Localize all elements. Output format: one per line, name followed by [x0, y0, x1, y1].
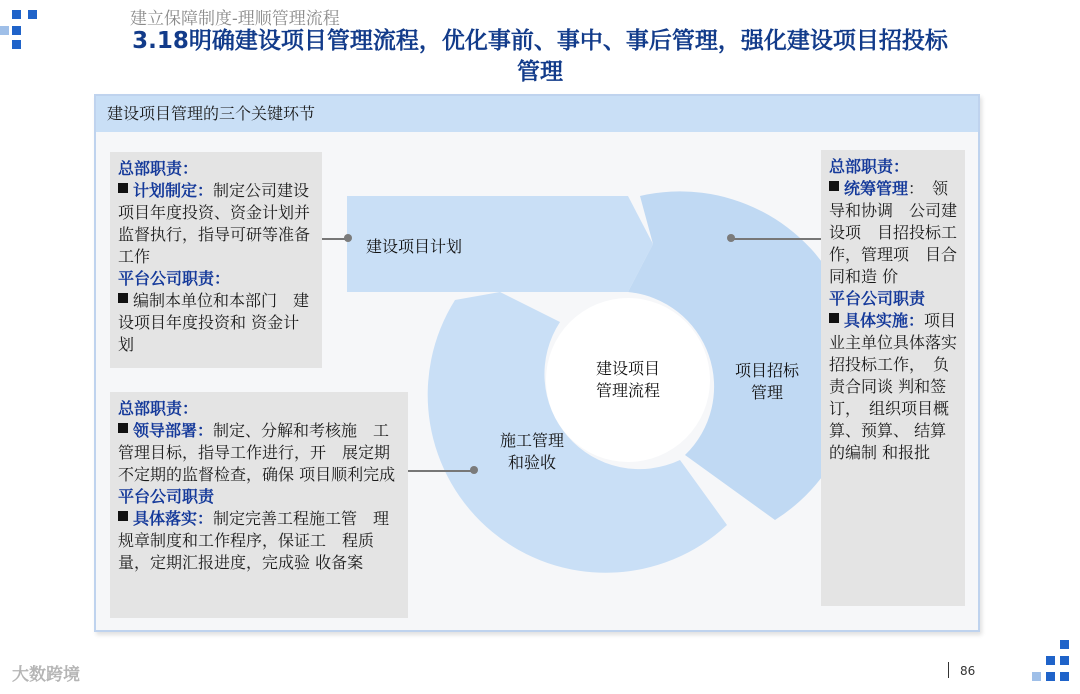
panel-plan-platform-title: 平台公司职责：: [118, 269, 231, 288]
panel-plan-hq-keyword: 计划制定：: [133, 181, 214, 200]
panel-bidding-platform-keyword: 具体实施：: [844, 311, 925, 330]
footer-logo: 大数跨境: [12, 665, 80, 685]
stage-label-plan: 建设项目计划: [366, 237, 463, 256]
panel-construction-hq-item: [118, 420, 400, 486]
page-number-divider: [948, 662, 949, 678]
panel-construction-platform-item: [118, 508, 400, 574]
connector-line-bidding: [733, 238, 821, 240]
page-number: 86: [960, 664, 976, 678]
panel-bidding: [821, 150, 965, 606]
panel-plan-platform-item: [118, 290, 314, 356]
panel-plan: [110, 152, 322, 368]
panel-construction-hq-text: 制定、分解和考核施 工管理目标，指导工作进行，开 展定期不定期的监督检查，确保 项目顺利完成: [118, 421, 396, 484]
bullet-square-icon: [118, 511, 128, 521]
panel-plan-hq-item: [118, 180, 314, 268]
bullet-square-icon: [829, 313, 839, 323]
panel-bidding-hq-title: 总部职责：: [829, 157, 910, 176]
panel-construction-hq-title: 总部职责：: [118, 399, 199, 418]
panel-construction-platform-text: 制定完善工程施工管 理规章制度和工作程序，保证工 程质量，定期汇报进度，完成验 收备案: [118, 509, 390, 572]
stage-label-construction: 施工管理和验收: [500, 431, 565, 472]
bullet-square-icon: [118, 293, 128, 303]
panel-plan-platform-text: 编制本单位和本部门 建设项目年度投资和 资金计划: [118, 291, 310, 354]
panel-plan-hq-text: 制定公司建设项目年度投资、资金计划并监督执行，指导可研等准备工作: [118, 181, 311, 266]
bullet-square-icon: [118, 183, 128, 193]
panel-bidding-hq-text: ： 领导和协调 公司建设项 目招投标工作，管理项 目合同和造 价: [829, 179, 958, 286]
panel-construction-platform-keyword: 具体落实：: [133, 509, 214, 528]
panel-construction-hq-keyword: 领导部署：: [133, 421, 214, 440]
panel-bidding-platform-title: 平台公司职责: [829, 289, 926, 308]
page-title-line2: 管理: [517, 59, 563, 85]
page-title-line1: 3.18明确建设项目管理流程，优化事前、事中、事后管理，强化建设项目招投标: [132, 28, 948, 54]
connector-line-construction: [408, 470, 474, 472]
panel-construction-platform-title: 平台公司职责: [118, 487, 215, 506]
section-label: 建立保障制度-理顺管理流程: [130, 9, 340, 29]
bullet-square-icon: [829, 181, 839, 191]
connector-dot-construction: [470, 466, 478, 474]
stage-label-bidding: 项目招标管理: [734, 361, 799, 402]
bullet-square-icon: [118, 423, 128, 433]
panel-construction: [110, 392, 408, 618]
cycle-center-label: 建设项目 管理流程: [595, 359, 660, 400]
panel-bidding-hq-keyword: 统筹管理: [844, 179, 909, 198]
connector-dot-plan: [344, 234, 352, 242]
connector-dot-bidding: [727, 234, 735, 242]
panel-plan-hq-title: 总部职责：: [118, 159, 199, 178]
panel-bidding-platform-text: 项目业主单位具体落实招投标工作， 负责合同谈 判和签订， 组织项目概 算、预算、 结算的编制 和报批: [829, 311, 958, 462]
panel-bidding-hq-item: [829, 178, 957, 288]
frame-title: 建设项目管理的三个关键环节: [107, 104, 316, 123]
panel-bidding-platform-item: [829, 310, 957, 464]
